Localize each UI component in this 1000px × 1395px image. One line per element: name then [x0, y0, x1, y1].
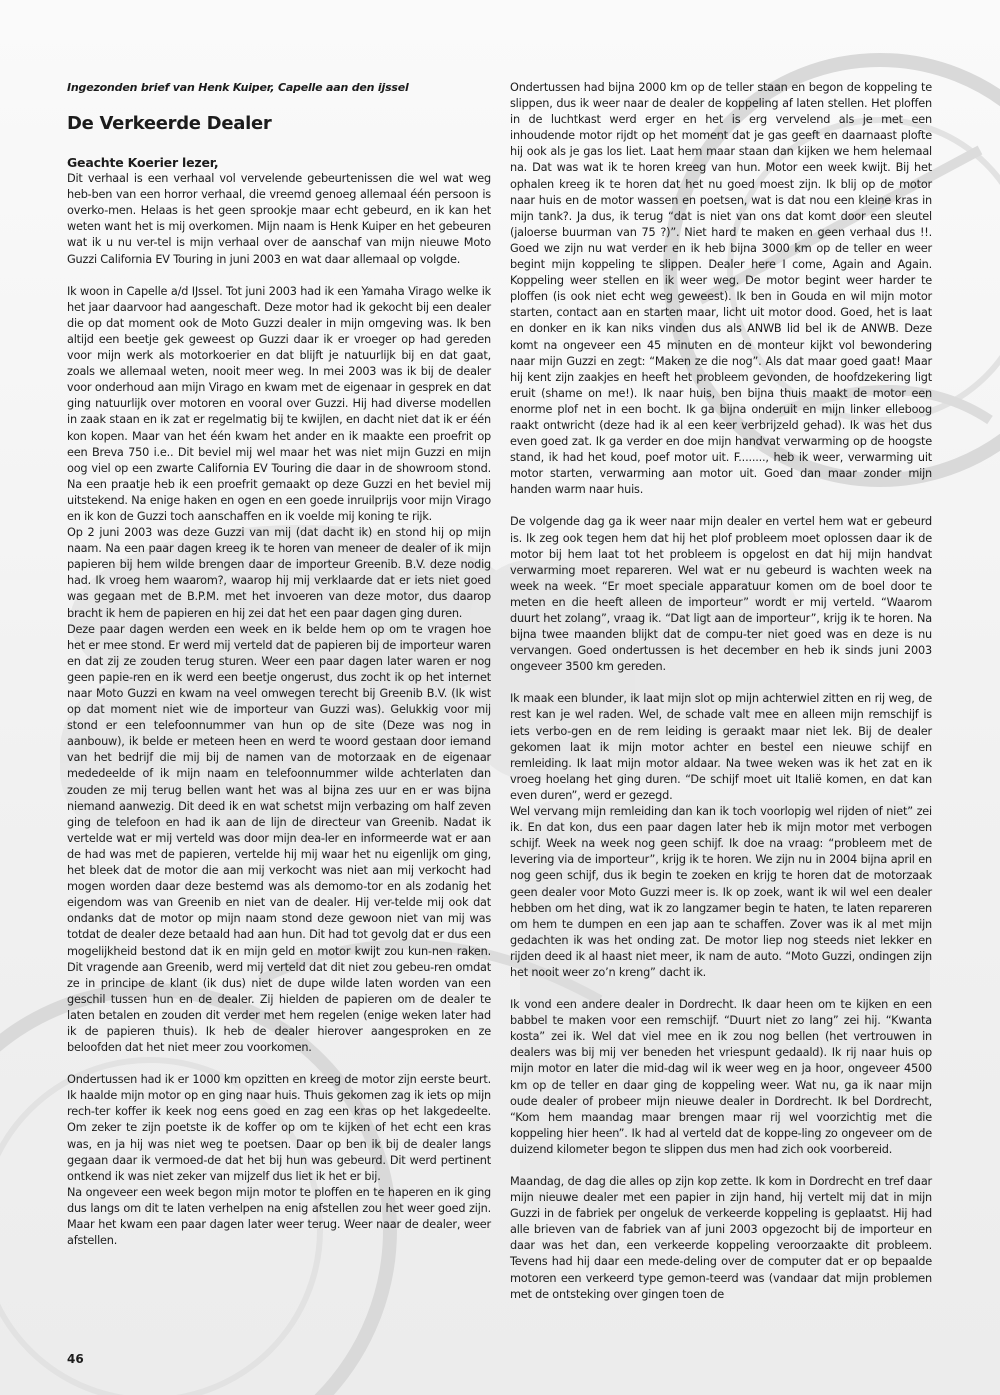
text-column-right [510, 80, 932, 1303]
paragraph: Dit verhaal is een verhaal vol vervelende gebeurtenissen die wel wat weg heb-ben van een horror verhaal, die vreemd genoeg allemaal één persoon is overko-men. Helaas is het geen sprookje maar echt gebeurd, en ik kan het weten want het is mij overkomen. Mijn naam is Henk Kuiper en het gebeuren wat ik u nu ver-tel is mijn verhaal over de aanschaf van mijn nieuwe Moto Guzzi California EV Touring in juni 2003 en wat daar allemaal op volgde. [67, 172, 491, 266]
paragraph: Maandag, de dag die alles op zijn kop zette. Ik kom in Dordrecht en tref daar mijn nieuwe dealer met een papier in zijn hand, hij vertelt mij dat in mijn Guzzi in de fabriek per ongeluk de verkeerde koppeling is geplaatst. Hij had alle brieven van de fabriek van af juni 2003 opgezocht bij de importeur en daar was het dan, een verkeerde koppeling veroorzaakte dit probleem. Tevens had hij daar een mede-deling over de computer dat er op bepaalde motoren een verkeerd type gemon-teerd was (vandaar dat mijn problemen met de ontsteking over gingen toen de [510, 1175, 932, 1301]
paragraph: Ik woon in Capelle a/d IJssel. Tot juni 2003 had ik een Yamaha Virago welke ik het jaar daarvoor had aangeschaft. Deze motor had ik gekocht bij een dealer die op dat moment ook de Moto Guzzi dealer in mijn omgeving was. Ik ben altijd een beetje gek geweest op Guzzi daar ik er vroeger op had gereden voor mijn werk als motorkoerier en dat blijft je natuurlijk bij en dat gaat, zoals we allemaal weten, nooit meer weg. In mei 2003 was ik bij de dealer voor onderhoud aan mijn Virago en kwam met de eigenaar in gesprek en dat ging natuurlijk over motoren en vooral over Guzzi. Hij had diverse modellen in zaak staan en ik zat er regelmatig bij te kwijlen, en dacht niet dat ik er één kon kopen. Maar van het één kwam het ander en ik maakte een proefrit op een Breva 750 i.e.. Dit beviel mij wel maar het was niet mijn Guzzi en mijn oog viel op een zwarte California EV Touring die daar in de showroom stond. Na een praatje heb ik een proefrit gemaakt op deze Guzzi en het beviel mij uitstekend. Na enige haken en ogen en een goede inruilprijs voor mijn Virago en ik kon de Guzzi toch aanschaffen en ik voelde mij koning te rijk. [67, 284, 491, 523]
paragraph: Op 2 juni 2003 was deze Guzzi van mij (dat dacht ik) en stond hij op mijn naam. Na een paar dagen kreeg ik te horen van meneer de dealer of ik mijn papieren bij hem wilde brengen daar de importeur Greenib. B.V. deze nodig had. Ik vroeg hem waarom?, waarop hij mij verklaarde dat er iets niet goed was gegaan met de B.P.M. met het invoeren van deze motor, dus daarop bracht ik hem de papieren en hij zei dat het een paar dagen ging duren. [67, 526, 491, 620]
salutation: Geachte Koerier lezer, [67, 155, 219, 171]
article-title: De Verkeerde Dealer [67, 113, 272, 135]
paragraph: Wel vervang mijn remleiding dan kan ik toch voorlopig wel rijden of niet” zei ik. En dat kon, dus een paar dagen later heb ik mijn motor met verbogen schijf. Week na week nog geen schijf. Ik doe na vraag: “probleem met de levering via de importeur”, krijg ik te horen. We zijn nu in 2004 bijna april en nog geen schijf, dus ik begin te zoeken en krijg te horen dat de motorzaak geen dealer voor Moto Guzzi meer is. Ik op zoek, want ik wil wel een dealer hebben om het ding, wat ik zo langzamer begin te haten, te laten repareren om hem te dumpen en een jap aan te schaffen. Zover was ik al met mijn gedachten ik was het onding zat. De motor liep nog steeds niet lekker en rijden deed ik al haast niet meer, ik nam de auto. “Moto Guzzi, ondingen zijn het nooit weer zo’n kreng” dacht ik. [510, 805, 932, 979]
text-column-left [67, 80, 491, 1249]
paragraph: Na ongeveer een week begon mijn motor te ploffen en te haperen en ik ging dus langs om dit te laten verhelpen na enig afstellen zou het weer goed zijn. Maar het kwam een paar dagen later weer terug. Weer naar de dealer, weer afstellen. [67, 1185, 491, 1248]
paragraph: De volgende dag ga ik weer naar mijn dealer en vertel hem wat er gebeurd is. Ik zeg ook tegen hem dat hij het plof probleem moet oplossen daar ik de motor bij hem laat tot het probleem is opgelost en dat hij mijn handvat verwarming moet repareren. Wel wat er nu gebeurd is wachten week na week na week. “Er moet speciale apparatuur komen om de boel door te meten en die heeft alleen de importeur” wordt er mij verteld. “Waarom duurt het zolang”, vraag ik. “Dat ligt aan de importeur”, krijg ik te horen. Na bijna twee maanden blijkt dat de compu-ter niet goed was en deze is nu vervangen. Goed ondertussen is het december en heb ik sinds juni 2003 ongeveer 3500 km gereden. [510, 515, 932, 674]
paragraph: Ondertussen had ik er 1000 km opzitten en kreeg de motor zijn eerste beurt. Ik haalde mijn motor op en ging naar huis. Thuis gekomen zag ik iets op mijn rech-ter koffer ik keek nog eens goed en zag een kras op het lakgedeelte. Om zeker te zijn poetste ik de koffer op om te kijken of het echt een kras was, en ja hij was niet weg te poetsen. Daar op ben ik bij de dealer langs gegaan daar ik vermoed-de dat het bij hun was gebeurd. Dit werd pertinent ontkend ik was niet zeker van mijzelf dus liet ik het er bij. [67, 1073, 491, 1183]
paragraph: Ondertussen had bijna 2000 km op de teller staan en begon de koppeling te slippen, dus ik weer naar de dealer de koppeling af laten stellen. Het ploffen in de luchtkast werd erger en het is erg vervelend als je met een inhoudende motor rijdt op het moment dat je gas geeft en daarnaast plofte hij ook als je gas los liet. Laat hem maar staan dan kijken we hem helemaal na. Dat was wat ik te horen kreeg van hun. Motor een week kwijt. Bij het ophalen kreeg ik te horen dat het nu goed moest zijn. Ik blij op de motor naar huis en de motor wassen en poetsen, wat is dat nou een kleine kras in mijn tank?. Ja dus, ik terug “dat is niet van ons dat komt door een sleutel (jaloerse buurman van 75 ?)”. Niet hard te maken en geen verhaal dus !!. Goed we zijn nu wat verder en ik heb bijna 3000 km op de teller en weer begint mijn koppeling te slippen. Dealer here I come, Again and Again. Koppeling weer stellen en ik weer weg. De motor begint weer harder te ploffen (is ook niet echt weg geweest). Ik ben in Gouda en wil mijn motor starten, contact aan en starten maar, licht uit motor dood. Goed, het is laat en donker en ik kan niks vinden dus als ANWB lid bel ik de ANWB. Deze komt na ongeveer een 45 minuten en de monteur kijkt vol bewondering naar mijn Guzzi en zegt: “Maken ze die nog”. Als dat maar goed gaat! Maar hij kent zijn zaakjes en heeft het probleem gevonden, de hoofdzekering ligt eruit (shame on me!). Ik naar huis, ben bijna thuis maakt de motor een enorme plof net in een bocht. Ik ga bijna onderuit en mijn linker elleboog raakt ontwricht (deze had ik al een keer verbrijzeld gehad). Ik was het dus even goed zat. Ik ga verder en doe mijn handvat verwarming op de hoogste stand, ik had het koud, poef motor uit. F........, heb ik weer, verwarming uit motor starten, verwarming aan motor uit. Goed dan maar zonder mijn handen warm naar huis. [510, 81, 932, 497]
page-number: 46 [67, 1352, 84, 1366]
paragraph: Ik maak een blunder, ik laat mijn slot op mijn achterwiel zitten en rij weg, de rest kan je wel raden. Wel, de schade valt mee en alleen mijn remschijf is iets verbo-gen en de rem leiding is geraakt maar niet lek. Bij de dealer gekomen laat ik mijn motor achter en bestel een nieuwe schijf en remleiding. Ik laat mijn motor aldaar. Na twee weken was ik het zat en ik vroeg hoelang het ging duren. “De schijf moet uit Italië komen, en dat kan even duren”, werd er gezegd. [510, 692, 932, 802]
paragraph: Deze paar dagen werden een week en ik belde hem op om te vragen hoe het er mee stond. Er werd mij verteld dat de papieren bij de importeur waren en dat zij ze zouden terug sturen. Weer een paar dagen later waren er nog geen papie-ren en ik werd een beetje ongerust, dus zocht ik op het internet naar Moto Guzzi en kwam na veel omwegen terecht bij Greenib B.V. (Ik wist op dat moment niet wie de importeur van Guzzi was). Gelukkig voor mij stond er een telefoonnummer van hun op de site (Deze was nog in aanbouw), ik belde er meteen heen en werd te woord gestaan door iemand van het bedrijf die mij bij de namen van de motorzaak en de eigenaar mededeelde of ik mijn naam en telefoonnummer wilde achterlaten dan zouden ze mij terug bellen want het was al bijna zes uur en er was bijna niemand aanwezig. Dit deed ik en wat schetst mijn verbazing om half zeven ging de telefoon en had ik aan de lijn de directeur van Greenib. Nadat ik vertelde wat er mij verteld was door mijn dea-ler en informeerde wat er aan de had was met de papieren, vertelde hij mij waar het nu eigenlijk om ging, het bleek dat de motor die aan mij verkocht was niet aan mij verkocht had mogen worden daar deze bestemd was als demomo-tor en als zodanig het eigendom was van Greenib en niet van de dealer. Hij ver-telde mij ook dat ondanks dat de motor op mijn naam stond deze gewoon niet van mij was totdat de dealer deze betaald had aan hun. Dit had tot gevolg dat er dus een mogelijkheid bestond dat ik en mijn geld en motor kwijt zou kun-nen raken. Dit vragende aan Greenib, werd mij verteld dat dit niet zou gebeu-ren omdat ze in principe de klant (ik dus) niet de dupe wilde laten worden van een geschil tussen hun en de dealer. Zij hielden de papieren om de dealer te laten betalen en zouden dit verder met hem regelen (enige weken later had ik de papieren thuis). Ik heb de dealer hierover aangesproken en ze beloofden dat het niet meer zou voorkomen. [67, 622, 491, 1055]
article-intro: Ingezonden brief van Henk Kuiper, Capelle aan den ijssel [67, 81, 409, 94]
paragraph: Ik vond een andere dealer in Dordrecht. Ik daar heen om te kijken en een babbel te maken voor een remschijf. “Duurt niet zo lang” zei hij. “Kwanta kosta” zei ik. Wel dat viel mee en ik zou nog bellen (het vertrouwen in dealers was bij mij ver beneden het vriespunt gedaald). Ik rij naar huis op mijn motor en later die mid-dag wil ik weer weg en ja hoor, ongeveer 4500 km op de teller en daar ging de koppeling weer. Wat nu, ga ik naar mijn oude dealer of probeer mijn nieuwe dealer in Dordrecht. Ik bel Dordrecht, “Kom hem maandag maar brengen maar rij wel voorzichtig met die koppeling hier heen”. Ik had al verteld dat de koppe-ling zo ongeveer om de duizend kilometer begon te slippen dus men had zich ook voorbereid. [510, 998, 932, 1156]
